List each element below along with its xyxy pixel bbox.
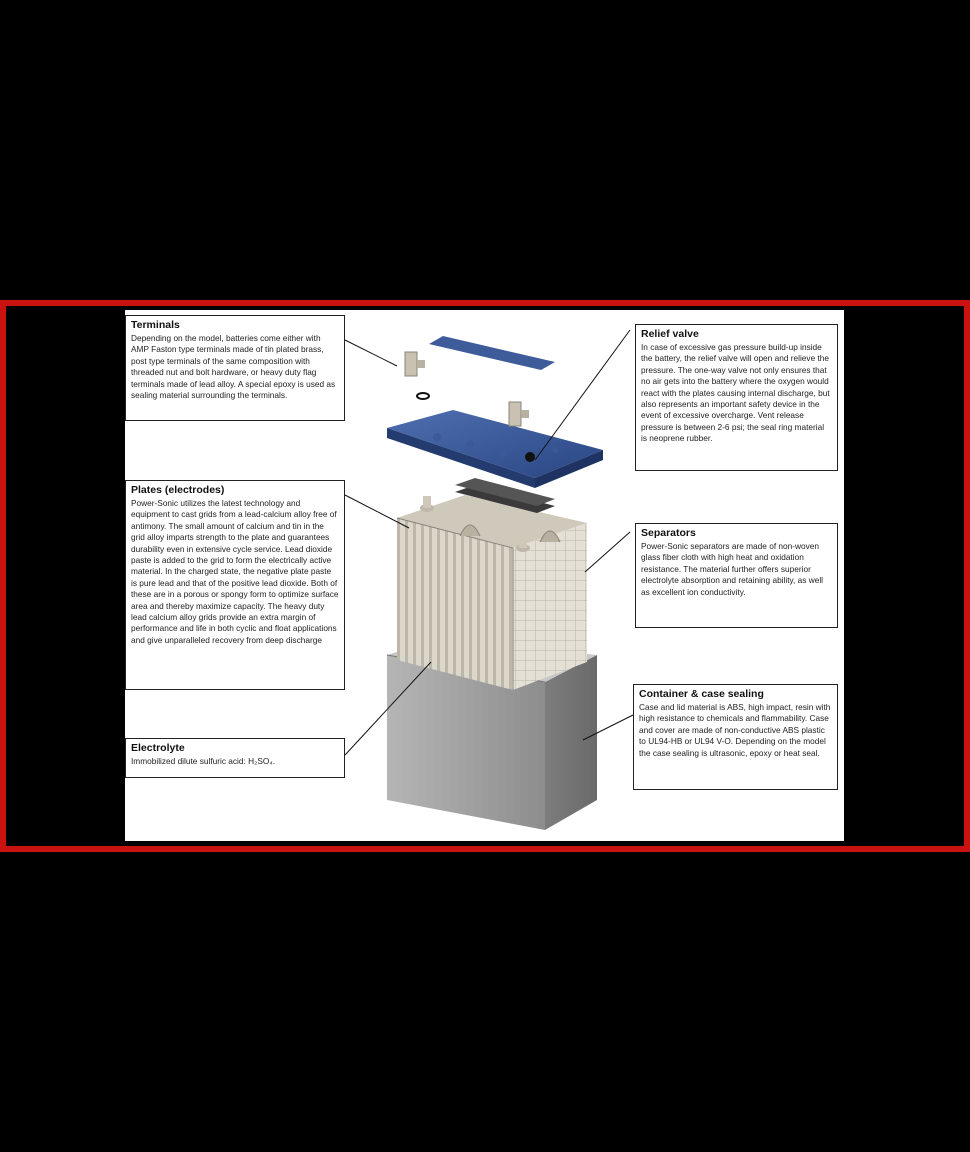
terminals-body: Depending on the model, batteries come either with AMP Faston type terminals made of tin plated brass, post type terminals of the same composition with threaded nut and bolt hardware, or heavy duty flag terminals made of lead alloy. A special epoxy is used as sealing material surrounding the terminals. (131, 333, 336, 401)
separators-title: Separators (641, 527, 696, 539)
electrolyte-title: Electrolyte (131, 742, 185, 754)
plates-title: Plates (electrodes) (131, 484, 225, 496)
container-body: Case and lid material is ABS, high impact, resin with high resistance to chemicals and flammability. Case and cover are made of non-conductive ABS plastic to UL94-HB or UL94 V-O. Depending on the model the case sealing is ultrasonic, epoxy or heat seal. (639, 702, 831, 758)
callout-terminals (125, 315, 345, 421)
plates-body: Power-Sonic utilizes the latest technology and equipment to cast grids from a lead-calcium alloy free of antimony. The small amount of calcium and tin in the grid alloy imparts strength to the plate and guarantees durability even in extensive cycle service. Lead dioxide paste is added to the grid to form the electrically active material. In the charged state, the negative plate paste is pure lead and that of the positive lead dioxide. Both of these are in a porous or spongy form to optimize surface area and thereby maximize capacity. The heavy duty lead calcium alloy grids provide an extra margin of performance and life in both cyclic and float applications and give unparalleled recovery from deep discharge (131, 498, 339, 645)
callout-separators (635, 523, 838, 628)
relief-valve-body: In case of excessive gas pressure build-up inside the battery, the relief valve will open and relieve the pressure. The one-way valve not only ensures that no air gets into the battery where the oxygen would react with the plates causing internal discharge, but also represents an important safety device in the event of excessive overcharge. Vent release pressure is between 2-6 psi; the seal ring material is neoprene rubber. (641, 342, 830, 444)
electrolyte-body: Immobilized dilute sulfuric acid: H₂SO₄. (131, 756, 276, 766)
container-title: Container & case sealing (639, 688, 764, 700)
relief-valve-title: Relief valve (641, 328, 699, 340)
callout-plates (125, 480, 345, 690)
plates-block (397, 478, 587, 690)
callout-relief-valve (635, 324, 838, 471)
battery-lid (387, 410, 603, 488)
callout-container (633, 684, 838, 790)
callout-electrolyte (125, 738, 345, 778)
battery-diagram-sheet (125, 310, 844, 841)
terminals-title: Terminals (131, 319, 180, 331)
seal-strip (429, 336, 555, 370)
separators-body: Power-Sonic separators are made of non-woven glass fiber cloth with high heat and oxidation resistance. The material further offers superior electrolyte absorption and retaining ability, as well as excellent ion conductivity. (641, 541, 824, 597)
